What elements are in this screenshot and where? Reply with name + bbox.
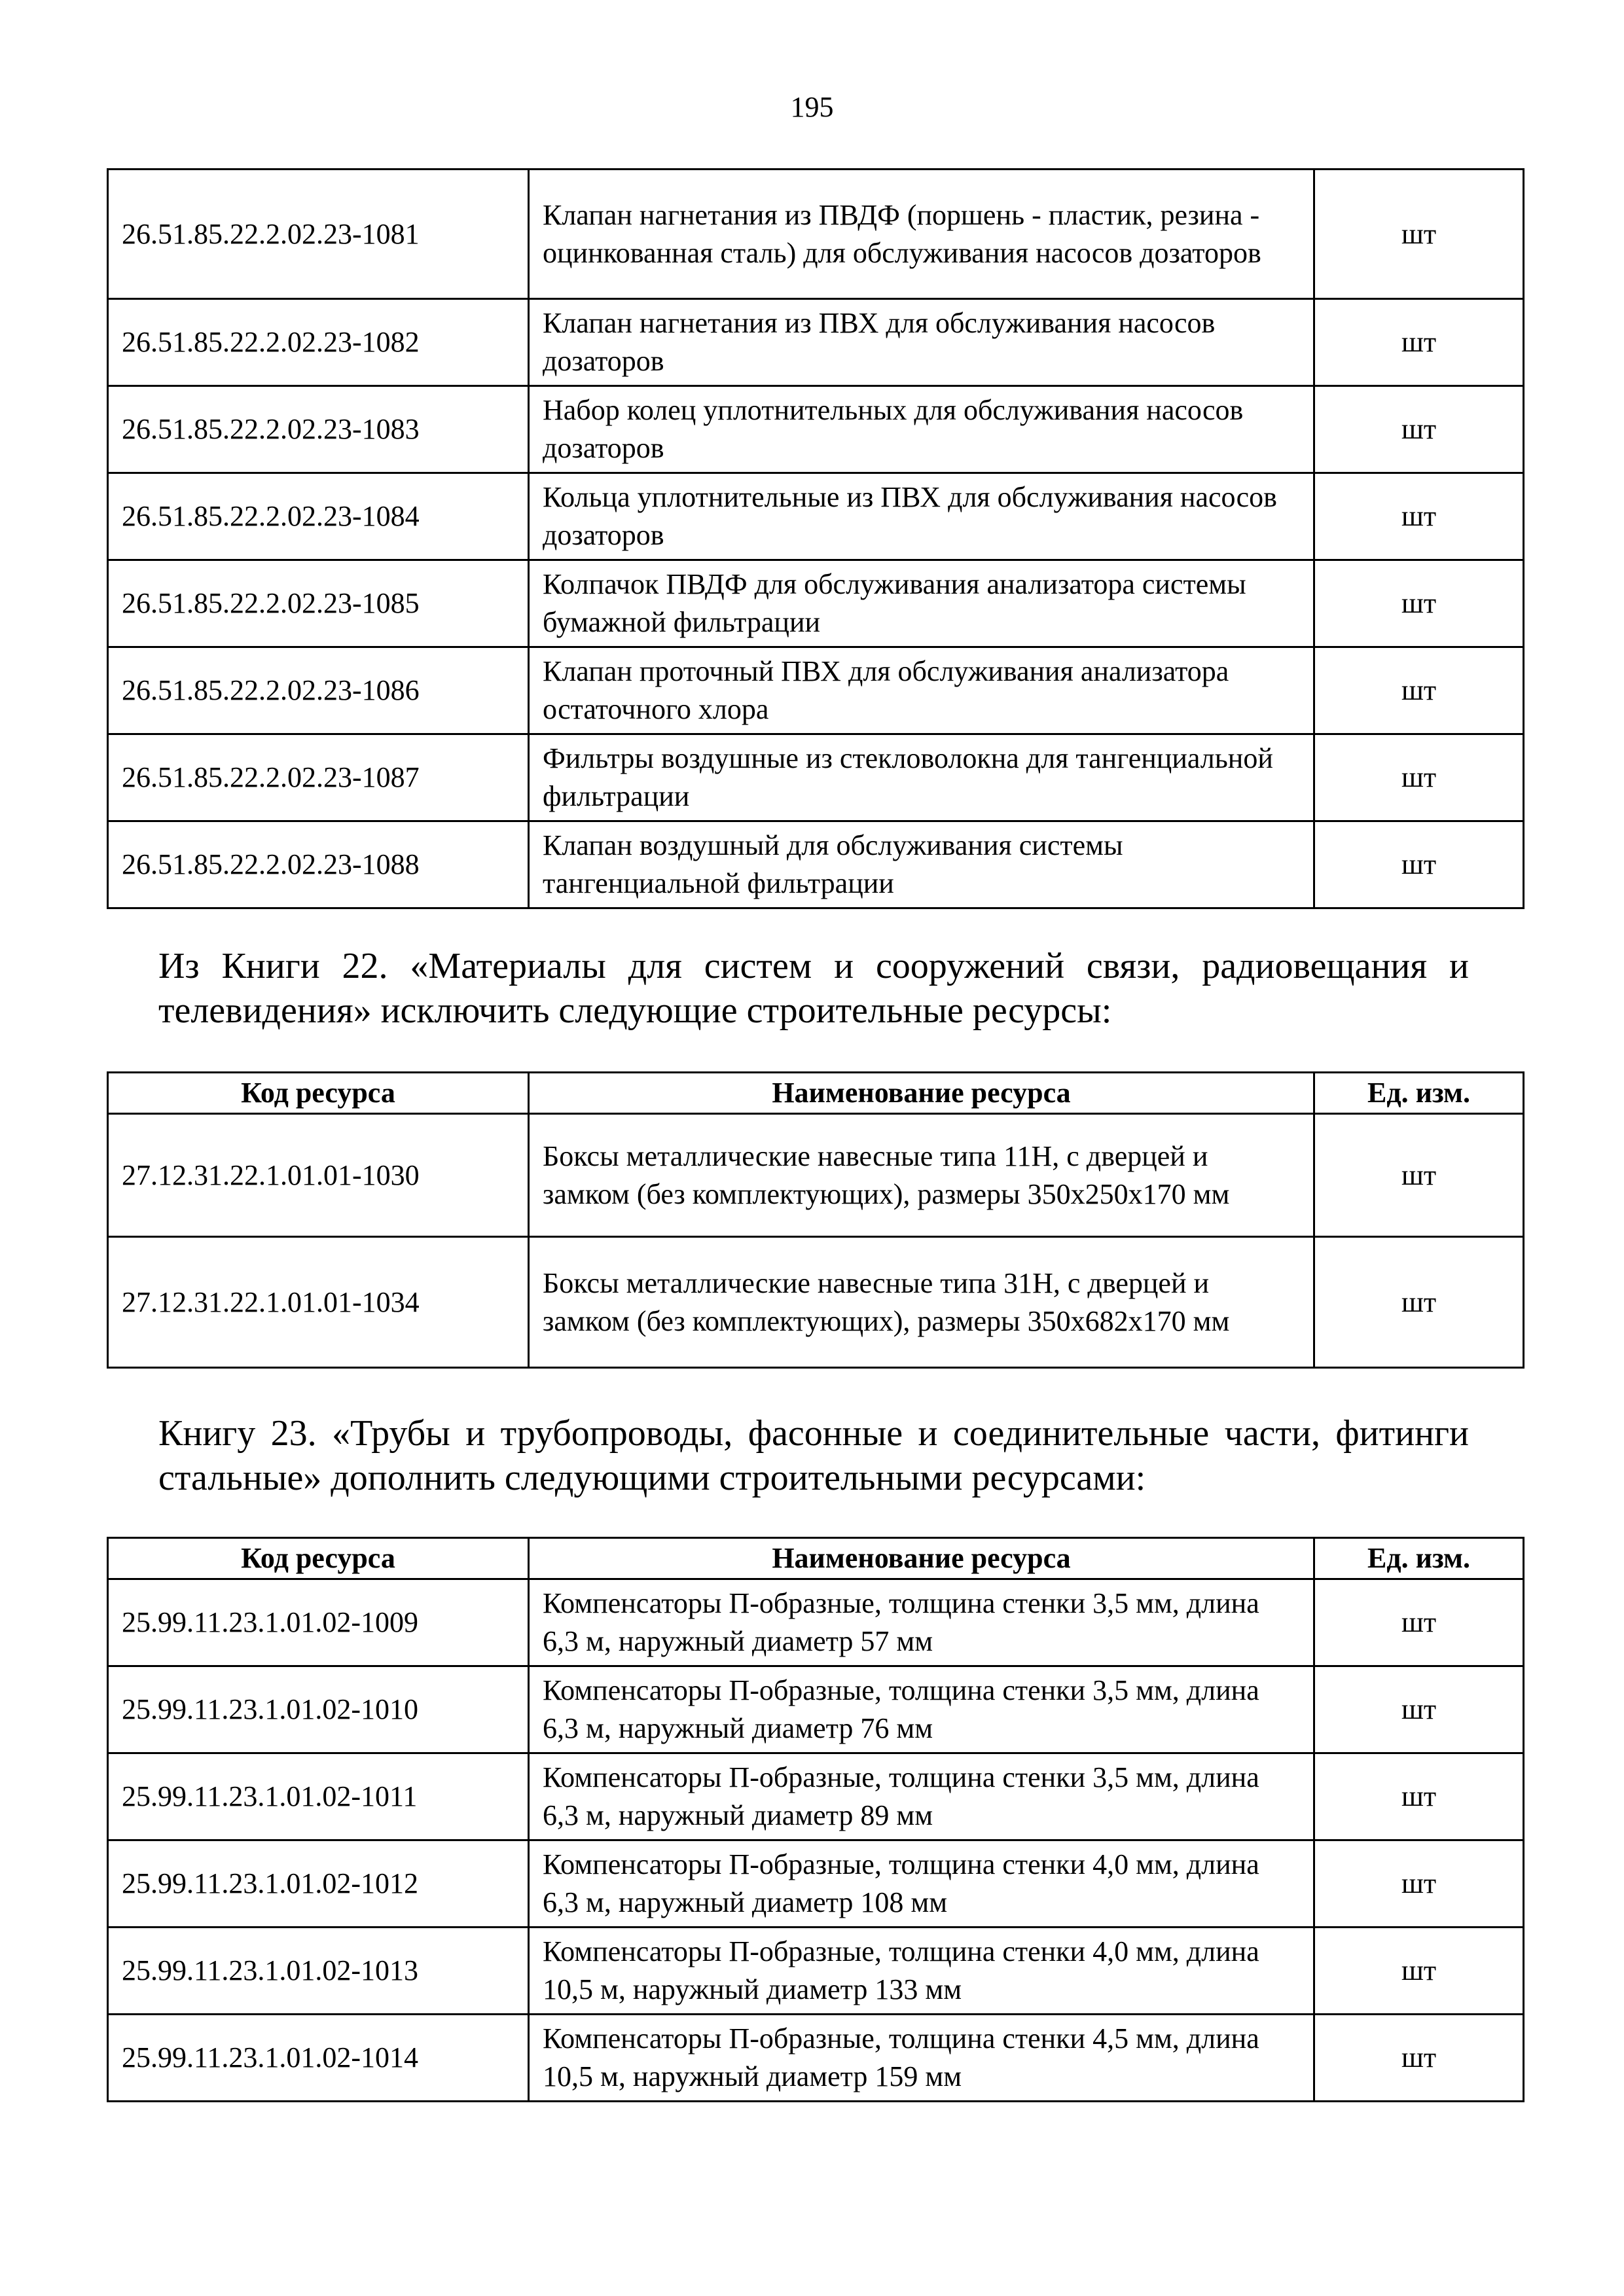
resource-unit: шт [1314, 1753, 1524, 1840]
resource-name: Компенсаторы П-образные, толщина стенки 4,5 мм, длина 10,5 м, наружный диаметр 159 мм [529, 2015, 1314, 2102]
resource-code: 26.51.85.22.2.02.23-1081 [108, 170, 529, 299]
resource-code: 25.99.11.23.1.01.02-1011 [108, 1753, 529, 1840]
resource-code: 26.51.85.22.2.02.23-1083 [108, 386, 529, 473]
resource-code: 27.12.31.22.1.01.01-1034 [108, 1237, 529, 1368]
resource-unit: шт [1314, 1840, 1524, 1928]
resource-name: Компенсаторы П-образные, толщина стенки 3,5 мм, длина 6,3 м, наружный диаметр 76 мм [529, 1666, 1314, 1753]
resource-code: 26.51.85.22.2.02.23-1086 [108, 647, 529, 734]
table-row [108, 386, 1524, 473]
resource-code: 25.99.11.23.1.01.02-1013 [108, 1928, 529, 2015]
table-row [108, 560, 1524, 647]
resource-code: 25.99.11.23.1.01.02-1010 [108, 1666, 529, 1753]
resource-unit: шт [1314, 1928, 1524, 2015]
resource-unit: шт [1314, 1666, 1524, 1753]
header-code: Код ресурса [108, 1073, 529, 1114]
header-unit: Ед. изм. [1314, 1538, 1524, 1579]
table-row [108, 299, 1524, 386]
resource-table-book-22 [107, 1071, 1525, 1369]
resource-table-continuation [107, 168, 1525, 909]
resource-unit: шт [1314, 821, 1524, 908]
resource-unit: шт [1314, 473, 1524, 560]
header-unit: Ед. изм. [1314, 1073, 1524, 1114]
page-number: 195 [790, 91, 834, 123]
table-row [108, 1666, 1524, 1753]
resource-name: Клапан нагнетания из ПВХ для обслуживания насосов дозаторов [529, 299, 1314, 386]
table-row [108, 1579, 1524, 1666]
resource-name: Клапан воздушный для обслуживания системы тангенциальной фильтрации [529, 821, 1314, 908]
resource-code: 26.51.85.22.2.02.23-1082 [108, 299, 529, 386]
resource-code: 25.99.11.23.1.01.02-1014 [108, 2015, 529, 2102]
resource-name: Компенсаторы П-образные, толщина стенки 3,5 мм, длина 6,3 м, наружный диаметр 57 мм [529, 1579, 1314, 1666]
table-row [108, 1237, 1524, 1368]
resource-unit: шт [1314, 1237, 1524, 1368]
resource-table-book-23 [107, 1537, 1525, 2102]
resource-name: Кольца уплотнительные из ПВХ для обслуживания насосов дозаторов [529, 473, 1314, 560]
instruction-paragraph-book-22: Из Книги 22. «Материалы для систем и сооружений связи, радиовещания и телевидения» исключить следующие строительные ресурсы: [158, 946, 1469, 1031]
resource-code: 26.51.85.22.2.02.23-1084 [108, 473, 529, 560]
resource-code: 26.51.85.22.2.02.23-1088 [108, 821, 529, 908]
resource-unit: шт [1314, 170, 1524, 299]
table-row [108, 1753, 1524, 1840]
table-header-row [108, 1073, 1524, 1114]
resource-unit: шт [1314, 2015, 1524, 2102]
resource-unit: шт [1314, 560, 1524, 647]
table-row [108, 1928, 1524, 2015]
table-row [108, 821, 1524, 908]
table-row [108, 170, 1524, 299]
resource-unit: шт [1314, 1579, 1524, 1666]
resource-name: Фильтры воздушные из стекловолокна для тангенциальной фильтрации [529, 734, 1314, 821]
table-row [108, 734, 1524, 821]
resource-name: Компенсаторы П-образные, толщина стенки 4,0 мм, длина 10,5 м, наружный диаметр 133 мм [529, 1928, 1314, 2015]
resource-unit: шт [1314, 647, 1524, 734]
table-row [108, 2015, 1524, 2102]
resource-name: Боксы металлические навесные типа 11Н, с дверцей и замком (без комплектующих), размеры 350x250x170 мм [529, 1114, 1314, 1237]
resource-name: Компенсаторы П-образные, толщина стенки 4,0 мм, длина 6,3 м, наружный диаметр 108 мм [529, 1840, 1314, 1928]
resource-unit: шт [1314, 386, 1524, 473]
instruction-paragraph-book-23: Книгу 23. «Трубы и трубопроводы, фасонные и соединительные части, фитинги стальные» дополнить следующими строительными ресурсами: [158, 1413, 1469, 1498]
resource-name: Компенсаторы П-образные, толщина стенки 3,5 мм, длина 6,3 м, наружный диаметр 89 мм [529, 1753, 1314, 1840]
header-code: Код ресурса [108, 1538, 529, 1579]
resource-code: 26.51.85.22.2.02.23-1085 [108, 560, 529, 647]
header-name: Наименование ресурса [529, 1073, 1314, 1114]
resource-code: 25.99.11.23.1.01.02-1012 [108, 1840, 529, 1928]
resource-name: Боксы металлические навесные типа 31Н, с дверцей и замком (без комплектующих), размеры 350x682x170 мм [529, 1237, 1314, 1368]
table-header-row [108, 1538, 1524, 1579]
resource-code: 25.99.11.23.1.01.02-1009 [108, 1579, 529, 1666]
resource-name: Колпачок ПВДФ для обслуживания анализатора системы бумажной фильтрации [529, 560, 1314, 647]
table-row [108, 1114, 1524, 1237]
resource-name: Набор колец уплотнительных для обслуживания насосов дозаторов [529, 386, 1314, 473]
resource-code: 26.51.85.22.2.02.23-1087 [108, 734, 529, 821]
table-row [108, 1840, 1524, 1928]
resource-code: 27.12.31.22.1.01.01-1030 [108, 1114, 529, 1237]
table-row [108, 473, 1524, 560]
resource-unit: шт [1314, 299, 1524, 386]
header-name: Наименование ресурса [529, 1538, 1314, 1579]
resource-name: Клапан проточный ПВХ для обслуживания анализатора остаточного хлора [529, 647, 1314, 734]
resource-unit: шт [1314, 1114, 1524, 1237]
table-row [108, 647, 1524, 734]
resource-name: Клапан нагнетания из ПВДФ (поршень - пластик, резина - оцинкованная сталь) для обслуживания насосов дозаторов [529, 170, 1314, 299]
resource-unit: шт [1314, 734, 1524, 821]
